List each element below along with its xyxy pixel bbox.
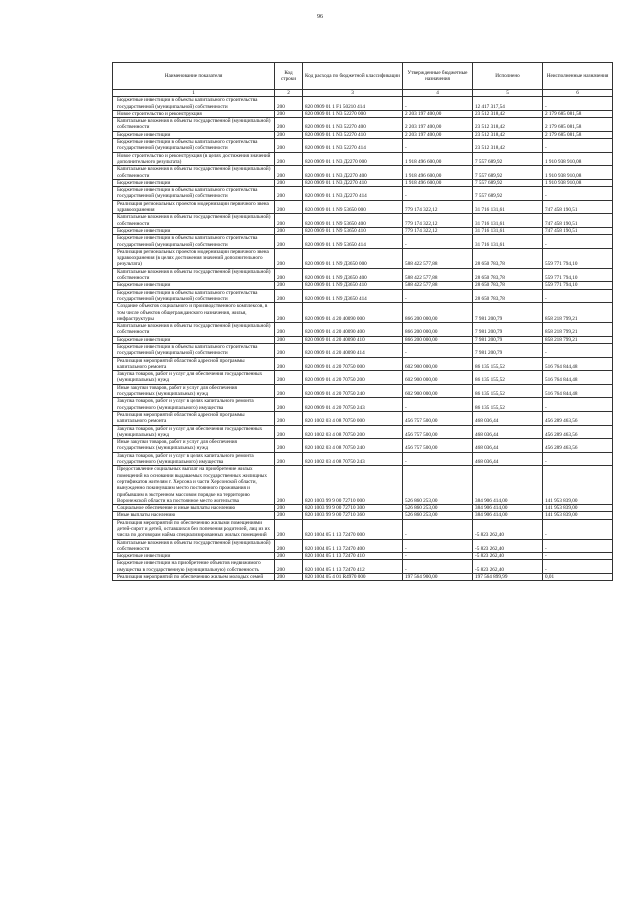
header-plan: Утвержденные бюджетные назначения [403, 63, 473, 90]
row-kbk-cell: 820 0909 01 4 20 40090 000 [303, 303, 403, 323]
row-kbk-cell: 820 0909 01 4 20 70750 200 [303, 371, 403, 385]
col-number: 6 [543, 90, 613, 97]
row-plan-cell: - [403, 289, 473, 303]
col-number: 3 [303, 90, 403, 97]
row-done-cell: 23 512 318,42 [473, 131, 543, 138]
row-plan-cell: 526 860 253,00 [403, 466, 473, 505]
row-rest-cell: 1 910 938 910,08 [543, 166, 613, 180]
row-name-cell: Бюджетные инвестиции в объекты капитального строительства государственной (муниципальной) собственности [113, 343, 275, 357]
table-row [113, 505, 613, 512]
row-done-cell: 28 650 783,78 [473, 282, 543, 289]
row-done-cell: 7 981 200,79 [473, 303, 543, 323]
table-row [113, 439, 613, 453]
row-rest-cell: 141 953 839,00 [543, 505, 613, 512]
row-code-cell: 200 [275, 398, 303, 412]
row-name-cell: Создание объектов социального и производственного комплексов, в том числе объектов общегражданского назначения, жилья, инфраструктуры [113, 303, 275, 323]
row-plan-cell: 2 203 197 400,00 [403, 118, 473, 132]
row-code-cell: 200 [275, 200, 303, 214]
row-name-cell: Бюджетные инвестиции [113, 131, 275, 138]
row-kbk-cell: 820 0909 01 1 N9 Д3650 000 [303, 248, 403, 268]
row-rest-cell: 456 289 463,56 [543, 425, 613, 439]
row-rest-cell: - [543, 519, 613, 539]
row-code-cell: 200 [275, 336, 303, 343]
row-plan-cell: 1 918 496 600,00 [403, 179, 473, 186]
table-row [113, 110, 613, 117]
table-row [113, 512, 613, 519]
row-code-cell: 200 [275, 97, 303, 111]
row-rest-cell: 516 764 844,48 [543, 384, 613, 398]
row-rest-cell: 747 458 190,51 [543, 227, 613, 234]
row-plan-cell: 588 422 577,88 [403, 248, 473, 268]
row-plan-cell: - [403, 343, 473, 357]
row-code-cell: 200 [275, 505, 303, 512]
row-plan-cell: 2 203 197 400,00 [403, 110, 473, 117]
table-row [113, 268, 613, 282]
row-code-cell: 200 [275, 512, 303, 519]
row-kbk-cell: 820 0909 01 4 20 70750 000 [303, 357, 403, 371]
row-plan-cell: 588 422 577,88 [403, 282, 473, 289]
table-row [113, 166, 613, 180]
row-name-cell: Реализация мероприятий по обеспечению жильем молодых семей [113, 574, 275, 581]
row-code-cell: 200 [275, 179, 303, 186]
row-kbk-cell: 820 0909 01 1 N9 53650 000 [303, 200, 403, 214]
row-done-cell: 7 981 200,79 [473, 343, 543, 357]
row-plan-cell: - [403, 235, 473, 249]
table-row [113, 357, 613, 371]
row-plan-cell: - [403, 187, 473, 201]
row-name-cell: Бюджетные инвестиции в объекты капитального строительства государственной (муниципальной) собственности [113, 97, 275, 111]
row-code-cell: 200 [275, 187, 303, 201]
row-code-cell: 200 [275, 466, 303, 505]
table-row [113, 289, 613, 303]
row-kbk-cell: 820 1003 99 9 00 72710 360 [303, 512, 403, 519]
row-plan-cell: 197 564 900,00 [403, 574, 473, 581]
row-done-cell: 23 512 318,42 [473, 110, 543, 117]
row-code-cell: 200 [275, 574, 303, 581]
table-row [113, 336, 613, 343]
row-name-cell: Новое строительство и реконструкция [113, 110, 275, 117]
row-rest-cell: - [543, 398, 613, 412]
row-kbk-cell: 820 0909 01 1 N3 Д2270 414 [303, 187, 403, 201]
header-row [113, 63, 613, 90]
row-code-cell: 200 [275, 214, 303, 228]
table-row [113, 97, 613, 111]
row-rest-cell: 516 764 844,48 [543, 357, 613, 371]
row-plan-cell: - [403, 560, 473, 574]
row-code-cell: 200 [275, 452, 303, 466]
table-row [113, 371, 613, 385]
row-code-cell: 200 [275, 425, 303, 439]
row-rest-cell: 747 458 190,51 [543, 200, 613, 214]
row-rest-cell: 456 289 463,56 [543, 439, 613, 453]
row-plan-cell: 2 203 197 400,00 [403, 131, 473, 138]
row-rest-cell: 559 771 794,10 [543, 268, 613, 282]
table-row [113, 519, 613, 539]
row-code-cell: 200 [275, 282, 303, 289]
row-plan-cell: 588 422 577,88 [403, 268, 473, 282]
row-plan-cell: - [403, 553, 473, 560]
row-done-cell: 7 981 200,79 [473, 323, 543, 337]
row-kbk-cell: 820 0909 01 4 20 40090 400 [303, 323, 403, 337]
row-kbk-cell: 820 0909 01 1 N3 52270 410 [303, 131, 403, 138]
row-name-cell: Бюджетные инвестиции [113, 282, 275, 289]
row-name-cell: Закупка товаров, работ и услуг для обеспечения государственных (муниципальных) нужд [113, 371, 275, 385]
row-name-cell: Иные закупки товаров, работ и услуг для обеспечения государственных (муниципальных) нужд [113, 439, 275, 453]
row-rest-cell: 456 289 463,56 [543, 411, 613, 425]
row-plan-cell: 456 757 500,00 [403, 411, 473, 425]
table-row [113, 323, 613, 337]
row-name-cell: Капитальные вложения в объекты государственной (муниципальной) собственности [113, 166, 275, 180]
row-code-cell: 200 [275, 343, 303, 357]
row-rest-cell: 1 910 938 910,08 [543, 152, 613, 166]
table-row [113, 425, 613, 439]
row-plan-cell: 602 900 000,00 [403, 357, 473, 371]
row-done-cell: 384 906 414,00 [473, 505, 543, 512]
table-row [113, 282, 613, 289]
table-row [113, 235, 613, 249]
row-rest-cell: - [543, 97, 613, 111]
row-kbk-cell: 820 1004 05 4 01 R4970 000 [303, 574, 403, 581]
row-rest-cell: 2 179 685 081,58 [543, 110, 613, 117]
row-plan-cell: - [403, 398, 473, 412]
table-row [113, 466, 613, 505]
row-name-cell: Закупка товаров, работ и услуг в целях капитального ремонта государственного (муниципального) имущества [113, 398, 275, 412]
row-done-cell: 23 512 318,42 [473, 118, 543, 132]
row-plan-cell: 602 900 000,00 [403, 384, 473, 398]
row-rest-cell: - [543, 139, 613, 153]
row-done-cell: 7 557 689,92 [473, 166, 543, 180]
row-done-cell: 31 716 131,61 [473, 227, 543, 234]
row-kbk-cell: 820 0909 01 1 N9 53650 410 [303, 227, 403, 234]
row-name-cell: Капитальные вложения в объекты государственной (муниципальной) собственности [113, 214, 275, 228]
table-row [113, 411, 613, 425]
table-row [113, 131, 613, 138]
table-row [113, 179, 613, 186]
row-name-cell: Закупка товаров, работ и услуг для обеспечения государственных (муниципальных) нужд [113, 425, 275, 439]
row-code-cell: 200 [275, 560, 303, 574]
row-done-cell: -5 823 262,40 [473, 539, 543, 553]
row-code-cell: 200 [275, 553, 303, 560]
row-plan-cell: 866 200 000,00 [403, 303, 473, 323]
row-done-cell: -5 823 262,40 [473, 560, 543, 574]
header-code: Код строки [275, 63, 303, 90]
page-number: 96 [317, 14, 323, 20]
row-name-cell: Бюджетные инвестиции на приобретение объектов недвижимого имущества в государственную (муниципальную) собственность [113, 560, 275, 574]
row-done-cell: 86 135 155,52 [473, 398, 543, 412]
row-done-cell: 468 036,44 [473, 452, 543, 466]
row-plan-cell: 779 174 322,12 [403, 200, 473, 214]
row-rest-cell: - [543, 289, 613, 303]
row-code-cell: 200 [275, 384, 303, 398]
row-rest-cell: 516 764 844,48 [543, 371, 613, 385]
row-kbk-cell: 820 0909 01 1 N3 52270 414 [303, 139, 403, 153]
row-done-cell: 7 981 200,79 [473, 336, 543, 343]
header-name: Наименование показателя [113, 63, 275, 90]
row-rest-cell: 559 771 794,10 [543, 248, 613, 268]
row-rest-cell: 858 218 799,21 [543, 303, 613, 323]
row-plan-cell: - [403, 539, 473, 553]
table-row [113, 187, 613, 201]
row-name-cell: Бюджетные инвестиции [113, 553, 275, 560]
row-name-cell: Реализация мероприятий областной адресной программы капитального ремонта [113, 357, 275, 371]
row-name-cell: Реализация мероприятий по обеспечению жилыми помещениями детей-сирот и детей, оставшихся без попечения родителей, лиц из их числа по договорам найма специализированных жилых помещений [113, 519, 275, 539]
row-code-cell: 200 [275, 357, 303, 371]
row-code-cell: 200 [275, 371, 303, 385]
row-done-cell: 7 557 689,92 [473, 187, 543, 201]
row-name-cell: Бюджетные инвестиции в объекты капитального строительства государственной (муниципальной) собственности [113, 139, 275, 153]
row-done-cell: 31 716 131,61 [473, 235, 543, 249]
row-kbk-cell: 820 0909 01 4 20 70750 243 [303, 398, 403, 412]
row-rest-cell: 559 771 794,10 [543, 282, 613, 289]
row-done-cell: 31 716 131,61 [473, 214, 543, 228]
col-number: 4 [403, 90, 473, 97]
row-name-cell: Иные выплаты населению [113, 512, 275, 519]
row-kbk-cell: 820 1003 99 9 00 72710 300 [303, 505, 403, 512]
row-done-cell: 12 417 317,54 [473, 97, 543, 111]
row-code-cell: 200 [275, 166, 303, 180]
table-row [113, 574, 613, 581]
header-done: Исполнено [473, 63, 543, 90]
table-row [113, 139, 613, 153]
row-rest-cell: 858 218 799,21 [543, 336, 613, 343]
row-plan-cell: - [403, 97, 473, 111]
row-code-cell: 200 [275, 118, 303, 132]
row-plan-cell: 779 174 322,12 [403, 227, 473, 234]
row-plan-cell: 602 900 000,00 [403, 371, 473, 385]
column-numbers-row [113, 90, 613, 97]
row-kbk-cell: 820 1002 03 4 08 70750 240 [303, 439, 403, 453]
row-kbk-cell: 820 1004 05 1 13 72470 000 [303, 519, 403, 539]
row-rest-cell: - [543, 539, 613, 553]
table-row [113, 553, 613, 560]
row-kbk-cell: 820 1003 99 9 00 72710 000 [303, 466, 403, 505]
table-row [113, 384, 613, 398]
row-plan-cell: - [403, 139, 473, 153]
row-name-cell: Бюджетные инвестиции в объекты капитального строительства государственной (муниципальной) собственности [113, 235, 275, 249]
row-rest-cell: - [543, 343, 613, 357]
row-done-cell: -5 823 262,40 [473, 519, 543, 539]
row-rest-cell: - [543, 560, 613, 574]
row-done-cell: 468 036,44 [473, 425, 543, 439]
row-kbk-cell: 820 0909 01 1 N9 Д3650 400 [303, 268, 403, 282]
row-kbk-cell: 820 0909 01 1 N3 52270 000 [303, 110, 403, 117]
row-kbk-cell: 820 1002 03 4 08 70750 243 [303, 452, 403, 466]
row-kbk-cell: 820 0909 01 1 N9 53650 414 [303, 235, 403, 249]
row-rest-cell: - [543, 553, 613, 560]
table-row [113, 200, 613, 214]
row-kbk-cell: 820 0909 01 4 20 40090 414 [303, 343, 403, 357]
row-rest-cell: 858 218 799,21 [543, 323, 613, 337]
row-name-cell: Предоставление социальных выплат на приобретение жилых помещений на основании выдаваемых государственных жилищных сертификатов жителям г. Херсона и части Херсонской области, вынужденно покинувшим место постоянного проживания и прибывшим в экстренном массовом порядке на территорию Воронежской области на постоянное место жительства [113, 466, 275, 505]
row-done-cell: 7 557 689,92 [473, 179, 543, 186]
row-code-cell: 200 [275, 235, 303, 249]
row-done-cell: 86 135 155,52 [473, 371, 543, 385]
row-plan-cell: 1 918 496 600,00 [403, 152, 473, 166]
table-body [113, 97, 613, 581]
row-done-cell: 86 135 155,52 [473, 384, 543, 398]
row-rest-cell: 141 953 839,00 [543, 466, 613, 505]
row-code-cell: 200 [275, 139, 303, 153]
row-code-cell: 200 [275, 439, 303, 453]
row-name-cell: Капитальные вложения в объекты государственной (муниципальной) собственности [113, 118, 275, 132]
row-kbk-cell: 820 1004 05 1 13 72470 410 [303, 553, 403, 560]
row-done-cell: 28 650 783,78 [473, 289, 543, 303]
table-row [113, 452, 613, 466]
row-code-cell: 200 [275, 289, 303, 303]
row-done-cell: 468 036,44 [473, 439, 543, 453]
row-kbk-cell: 820 0909 01 1 N3 Д2270 000 [303, 152, 403, 166]
row-rest-cell: 747 458 190,51 [543, 214, 613, 228]
row-plan-cell: 1 918 496 600,00 [403, 166, 473, 180]
row-name-cell: Бюджетные инвестиции [113, 179, 275, 186]
col-number: 2 [275, 90, 303, 97]
row-name-cell: Бюджетные инвестиции [113, 336, 275, 343]
row-name-cell: Новое строительство и реконструкция (в целях достижения значений дополнительного результата) [113, 152, 275, 166]
row-plan-cell: 456 757 500,00 [403, 425, 473, 439]
row-kbk-cell: 820 0909 01 1 N9 Д3650 410 [303, 282, 403, 289]
row-name-cell: Бюджетные инвестиции в объекты капитального строительства государственной (муниципальной) собственности [113, 289, 275, 303]
row-done-cell: -5 823 262,40 [473, 553, 543, 560]
header-rest: Неисполненные назначения [543, 63, 613, 90]
row-plan-cell: 779 174 322,12 [403, 214, 473, 228]
row-name-cell: Капитальные вложения в объекты государственной (муниципальной) собственности [113, 539, 275, 553]
row-name-cell: Закупка товаров, работ и услуг в целях капитального ремонта государственного (муниципального) имущества [113, 452, 275, 466]
row-kbk-cell: 820 1002 03 4 08 70750 200 [303, 425, 403, 439]
row-rest-cell: - [543, 452, 613, 466]
row-code-cell: 200 [275, 539, 303, 553]
row-kbk-cell: 820 0909 01 1 F1 50210 414 [303, 97, 403, 111]
row-done-cell: 28 650 783,78 [473, 268, 543, 282]
row-rest-cell: 0,01 [543, 574, 613, 581]
table-row [113, 343, 613, 357]
row-plan-cell: 526 860 253,00 [403, 512, 473, 519]
table-row [113, 560, 613, 574]
row-rest-cell: 2 179 685 081,58 [543, 131, 613, 138]
row-kbk-cell: 820 1002 03 4 08 70750 000 [303, 411, 403, 425]
row-done-cell: 23 512 318,42 [473, 139, 543, 153]
row-code-cell: 200 [275, 268, 303, 282]
row-plan-cell: 866 200 000,00 [403, 323, 473, 337]
row-plan-cell: 526 860 253,00 [403, 505, 473, 512]
row-plan-cell: - [403, 519, 473, 539]
row-name-cell: Реализация региональных проектов модернизации первичного звена здравоохранения (в целях достижения значений дополнительного результата) [113, 248, 275, 268]
row-name-cell: Реализация мероприятий областной адресной программы капитального ремонта [113, 411, 275, 425]
row-rest-cell: - [543, 235, 613, 249]
row-rest-cell: - [543, 187, 613, 201]
row-code-cell: 200 [275, 248, 303, 268]
row-name-cell: Капитальные вложения в объекты государственной (муниципальной) собственности [113, 268, 275, 282]
row-kbk-cell: 820 0909 01 1 N3 52270 400 [303, 118, 403, 132]
row-done-cell: 7 557 689,92 [473, 152, 543, 166]
row-done-cell: 197 564 899,99 [473, 574, 543, 581]
row-done-cell: 384 906 414,00 [473, 466, 543, 505]
row-code-cell: 200 [275, 227, 303, 234]
row-kbk-cell: 820 0909 01 4 20 70750 240 [303, 384, 403, 398]
table-row [113, 118, 613, 132]
row-kbk-cell: 820 0909 01 1 N3 Д2270 410 [303, 179, 403, 186]
row-kbk-cell: 820 0909 01 1 N9 53650 400 [303, 214, 403, 228]
row-code-cell: 200 [275, 323, 303, 337]
row-rest-cell: 1 910 938 910,08 [543, 179, 613, 186]
col-number: 5 [473, 90, 543, 97]
table-row [113, 214, 613, 228]
row-kbk-cell: 820 0909 01 4 20 40090 410 [303, 336, 403, 343]
row-done-cell: 468 036,44 [473, 411, 543, 425]
row-code-cell: 200 [275, 411, 303, 425]
row-name-cell: Капитальные вложения в объекты государственной (муниципальной) собственности [113, 323, 275, 337]
table-row [113, 248, 613, 268]
row-name-cell: Бюджетные инвестиции в объекты капитального строительства государственной (муниципальной) собственности [113, 187, 275, 201]
row-name-cell: Социальное обеспечение и иные выплаты населению [113, 505, 275, 512]
row-code-cell: 200 [275, 152, 303, 166]
row-kbk-cell: 820 1004 05 1 13 72470 412 [303, 560, 403, 574]
row-name-cell: Иные закупки товаров, работ и услуг для обеспечения государственных (муниципальных) нужд [113, 384, 275, 398]
row-kbk-cell: 820 0909 01 1 N3 Д2270 400 [303, 166, 403, 180]
row-code-cell: 200 [275, 110, 303, 117]
row-done-cell: 28 650 783,78 [473, 248, 543, 268]
row-rest-cell: 141 953 839,00 [543, 512, 613, 519]
row-done-cell: 31 716 131,61 [473, 200, 543, 214]
row-rest-cell: 2 179 685 081,58 [543, 118, 613, 132]
table-row [113, 227, 613, 234]
row-kbk-cell: 820 0909 01 1 N9 Д3650 414 [303, 289, 403, 303]
row-name-cell: Реализация региональных проектов модернизации первичного звена здравоохранения [113, 200, 275, 214]
table-row [113, 398, 613, 412]
col-number: 1 [113, 90, 275, 97]
row-code-cell: 200 [275, 131, 303, 138]
table-row [113, 539, 613, 553]
row-done-cell: 86 135 155,52 [473, 357, 543, 371]
budget-table [112, 62, 613, 581]
row-name-cell: Бюджетные инвестиции [113, 227, 275, 234]
table-row [113, 303, 613, 323]
row-plan-cell: 456 757 500,00 [403, 439, 473, 453]
row-plan-cell: 866 200 000,00 [403, 336, 473, 343]
header-kbk: Код расхода по бюджетной классификации [303, 63, 403, 90]
table-row [113, 152, 613, 166]
row-done-cell: 384 906 414,00 [473, 512, 543, 519]
row-code-cell: 200 [275, 519, 303, 539]
row-code-cell: 200 [275, 303, 303, 323]
row-plan-cell: - [403, 452, 473, 466]
row-kbk-cell: 820 1004 05 1 13 72470 400 [303, 539, 403, 553]
